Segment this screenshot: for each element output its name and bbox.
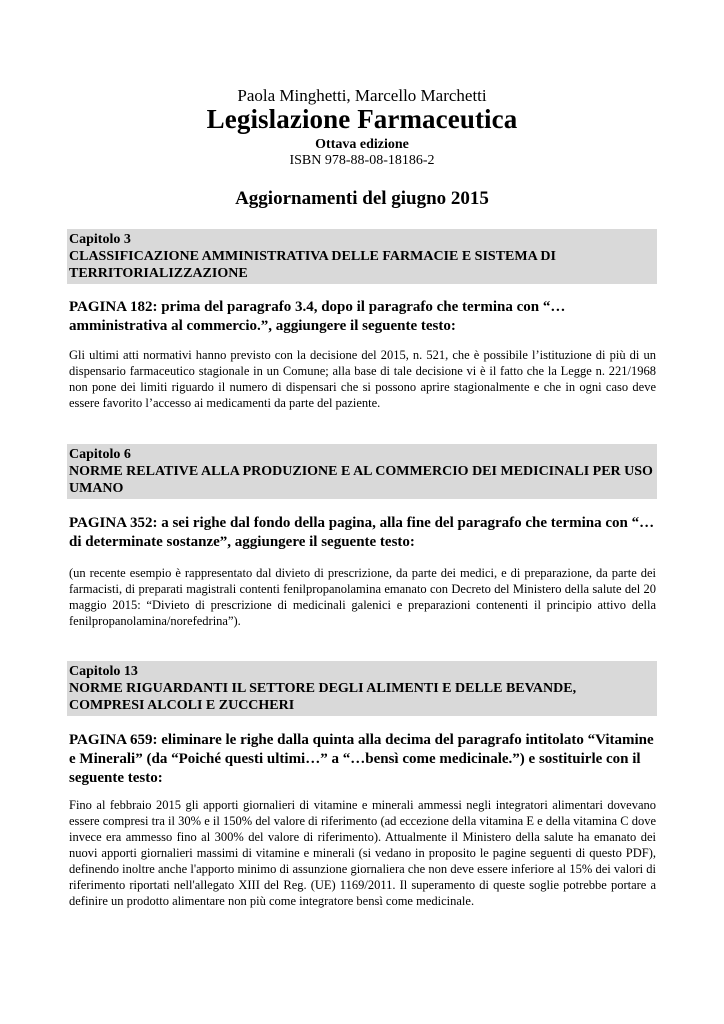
chapter-box-6: [67, 444, 657, 499]
chapter-title: CLASSIFICAZIONE AMMINISTRATIVA DELLE FARMACIE E SISTEMA DI TERRITORIALIZZAZIONE: [69, 249, 556, 281]
chapter-box-13: [67, 661, 657, 716]
insert-text: Fino al febbraio 2015 gli apporti giornalieri di vitamine e minerali ammessi negli integratori alimentari dovevano essere compresi tra il 30% e il 150% del valore di riferimento (ad eccezione della vitamina E e della vitamina C dove invece era ammesso fino al 300% del valore di riferimento). Attualmente il Ministero della salute ha emanato dei nuovi apporti giornalieri massimi di vitamine e minerali (si vedano in proposito le pagine seguenti di questo PDF), definendo inoltre anche l'apporto minimo di assunzione giornaliera che non deve essere inferiore al 15% dei valori di riferimento riportati nell'allegato XIII del Reg. (UE) 1169/2011. Il superamento di queste soglie potrebbe portare a definire un prodotto alimentare non più come integratore bensì come medicinale.: [69, 798, 656, 908]
chapter-title: NORME RIGUARDANTI IL SETTORE DEGLI ALIMENTI E DELLE BEVANDE, COMPRESI ALCOLI E ZUCCHERI: [69, 681, 577, 713]
isbn: ISBN 978-88-08-18186-2: [289, 153, 435, 168]
chapter-number: Capitolo 13: [69, 664, 138, 679]
authors: Paola Minghetti, Marcello Marchetti: [237, 86, 487, 105]
edition: Ottava edizione: [315, 137, 409, 152]
insert-text: Gli ultimi atti normativi hanno previsto con la decisione del 2015, n. 521, che è possibile l’istituzione di più di un dispensario farmaceutico stagionale in un Comune; alla base di tale decisione vi è il fatto che la Legge n. 221/1968 non pone dei limiti riguardo il numero di dispensari che si possono aprire stagionalmente e che in ogni caso deve essere favorito l’accesso ai medicamenti da parte del paziente.: [69, 348, 656, 410]
chapter-box-3: [67, 229, 657, 284]
page-instruction: PAGINA 659: eliminare le righe dalla quinta alla decima del paragrafo intitolato “Vitamine e Minerali” (da “Poiché questi ultimi…” a “…bensì come medicinale.”) e sostituirle con il seguente testo:: [69, 732, 654, 786]
chapter-number: Capitolo 3: [69, 232, 131, 247]
page-instruction: PAGINA 352: a sei righe dal fondo della pagina, alla fine del paragrafo che termina con “…di determinate sostanze”, aggiungere il seguente testo:: [69, 515, 655, 550]
page-instruction: PAGINA 182: prima del paragrafo 3.4, dopo il paragrafo che termina con “…amministrativa al commercio.”, aggiungere il seguente testo:: [69, 299, 566, 334]
chapter-title: NORME RELATIVE ALLA PRODUZIONE E AL COMMERCIO DEI MEDICINALI PER USO UMANO: [69, 464, 653, 496]
insert-text: (un recente esempio è rappresentato dal divieto di prescrizione, da parte dei medici, e di preparazione, da parte dei farmacisti, di preparati magistrali contenti fenilpropanolamina emanato con Decreto del Ministero della salute del 20 maggio 2015: “Divieto di prescrizione di medicinali galenici e preparazioni contenenti il principio attivo della fenilpropanolamina/norefedrina”).: [69, 566, 656, 628]
chapter-number: Capitolo 6: [69, 447, 131, 462]
updates-heading: Aggiornamenti del giugno 2015: [235, 188, 489, 209]
book-title: Legislazione Farmaceutica: [206, 104, 518, 134]
